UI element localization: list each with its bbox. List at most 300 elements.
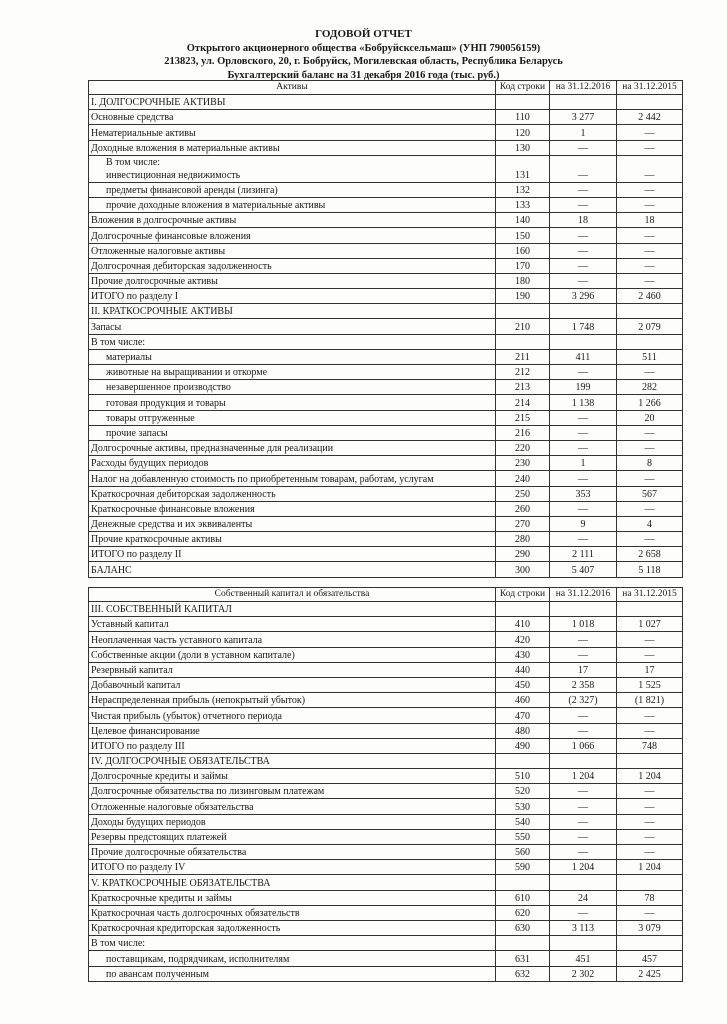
row-name-text: Налог на добавленную стоимость по приобретенным товарам, работам, услугам: [91, 473, 434, 485]
company-address: 213823, ул. Орловского, 20, г. Бобруйск, Могилевская область, Республика Беларусь: [164, 56, 563, 68]
row-value-2015: 511: [617, 349, 683, 364]
row-name-text: Запасы: [91, 321, 122, 333]
table-row: [89, 617, 683, 632]
row-name-text: Основные средства: [91, 112, 174, 124]
table-row: [89, 471, 683, 486]
assets-col-2015: на 31.12.2015: [617, 81, 683, 95]
row-name: [89, 693, 496, 708]
row-name: [89, 349, 496, 364]
table-row: [89, 708, 683, 723]
row-name: [89, 243, 496, 258]
row-value-2016: —: [550, 814, 617, 829]
row-value-2016: 199: [550, 380, 617, 395]
row-value-2016: —: [550, 243, 617, 258]
table-row: [89, 647, 683, 662]
row-value-2016: —: [550, 258, 617, 273]
row-value-2015: 2 442: [617, 110, 683, 125]
row-code: 133: [496, 197, 550, 212]
row-name: [89, 110, 496, 125]
row-name-text: ИТОГО по разделу I: [91, 291, 179, 303]
row-value-2015: —: [617, 197, 683, 212]
row-name: [89, 289, 496, 304]
row-name-text: В том числе:: [106, 156, 161, 168]
row-value-2015: —: [617, 647, 683, 662]
assets-col-code: Код строки: [496, 81, 550, 95]
row-value-2016: [550, 875, 617, 890]
row-value-2015: [617, 95, 683, 110]
table-row: [89, 110, 683, 125]
row-name-text: Вложения в долгосрочные активы: [91, 215, 237, 227]
row-code: 212: [496, 365, 550, 380]
row-name: [89, 617, 496, 632]
row-code: 530: [496, 799, 550, 814]
row-name-text-2: инвестиционная недвижимость: [106, 169, 241, 181]
row-name-text: прочие доходные вложения в материальные активы: [106, 200, 326, 212]
row-code: 190: [496, 289, 550, 304]
row-code: 216: [496, 425, 550, 440]
row-name: [89, 228, 496, 243]
row-name-text: поставщикам, подрядчикам, исполнителям: [106, 953, 290, 965]
row-code: 510: [496, 769, 550, 784]
table-row: [89, 769, 683, 784]
row-value-2016: —: [550, 632, 617, 647]
row-name-text: незавершенное производство: [106, 382, 231, 394]
row-name-text: предметы финансовой аренды (лизинга): [106, 184, 278, 196]
row-name: [89, 140, 496, 155]
row-code: 560: [496, 845, 550, 860]
table-row: [89, 365, 683, 380]
table-row: [89, 140, 683, 155]
row-code: 230: [496, 456, 550, 471]
table-row: [89, 632, 683, 647]
row-name: [89, 486, 496, 501]
row-code: 610: [496, 890, 550, 905]
row-name: [89, 380, 496, 395]
row-value-2016: 1: [550, 456, 617, 471]
row-code: 460: [496, 693, 550, 708]
table-row: [89, 155, 683, 182]
table-row: [89, 425, 683, 440]
row-value-2016: 1 204: [550, 769, 617, 784]
liabilities-col-code: Код строки: [496, 588, 550, 602]
row-name: [89, 814, 496, 829]
row-value-2015: —: [617, 784, 683, 799]
row-value-2015: —: [617, 125, 683, 140]
row-code: 300: [496, 562, 550, 577]
row-name: [89, 890, 496, 905]
table-row: [89, 677, 683, 692]
row-code: 440: [496, 662, 550, 677]
table-row: [89, 723, 683, 738]
row-code: 180: [496, 273, 550, 288]
row-name: [89, 738, 496, 753]
row-name: [89, 951, 496, 966]
row-code: [496, 95, 550, 110]
table-row: [89, 662, 683, 677]
table-row: [89, 905, 683, 920]
row-value-2016: —: [550, 182, 617, 197]
row-name-text: БАЛАНС: [91, 564, 132, 576]
row-value-2015: —: [617, 501, 683, 516]
row-value-2016: 1 066: [550, 738, 617, 753]
row-code: 520: [496, 784, 550, 799]
table-row: [89, 890, 683, 905]
row-code: 550: [496, 829, 550, 844]
row-code: 240: [496, 471, 550, 486]
row-value-2016: —: [550, 708, 617, 723]
liabilities-table: [88, 587, 683, 982]
row-code: 410: [496, 617, 550, 632]
row-value-2015: —: [617, 273, 683, 288]
row-name: [89, 966, 496, 981]
row-name-text: Расходы будущих периодов: [91, 458, 209, 470]
row-name: [89, 95, 496, 110]
row-value-2015: 17: [617, 662, 683, 677]
table-row: [89, 319, 683, 334]
row-name-text: животные на выращивании и откорме: [106, 367, 268, 379]
row-value-2016: 24: [550, 890, 617, 905]
row-value-2015: 78: [617, 890, 683, 905]
row-name-text: Добавочный капитал: [91, 680, 181, 692]
row-value-2016: —: [550, 365, 617, 380]
table-row: [89, 845, 683, 860]
row-value-2015: —: [617, 723, 683, 738]
row-name-text: ИТОГО по разделу III: [91, 740, 185, 752]
row-name: [89, 155, 496, 182]
row-code: 214: [496, 395, 550, 410]
row-name-text: материалы: [106, 352, 152, 363]
table-row: [89, 197, 683, 212]
row-value-2015: 1 266: [617, 395, 683, 410]
table-row: [89, 936, 683, 951]
table-row: [89, 829, 683, 844]
row-name: [89, 936, 496, 951]
row-name-text: В том числе:: [91, 336, 146, 348]
table-row: [89, 602, 683, 617]
row-code: 120: [496, 125, 550, 140]
row-value-2016: 1 018: [550, 617, 617, 632]
table-row: [89, 875, 683, 890]
row-value-2016: —: [550, 845, 617, 860]
row-code: 215: [496, 410, 550, 425]
table-row: [89, 784, 683, 799]
row-value-2015: —: [617, 155, 683, 182]
row-value-2015: [617, 304, 683, 319]
row-value-2016: —: [550, 532, 617, 547]
row-code: [496, 334, 550, 349]
row-value-2015: —: [617, 425, 683, 440]
row-name: [89, 905, 496, 920]
row-value-2015: 567: [617, 486, 683, 501]
row-value-2016: 3 296: [550, 289, 617, 304]
row-code: 213: [496, 380, 550, 395]
table-row: [89, 814, 683, 829]
row-value-2015: —: [617, 905, 683, 920]
row-value-2015: [617, 875, 683, 890]
row-name-text: Чистая прибыль (убыток) отчетного периода: [91, 710, 282, 722]
row-name: [89, 723, 496, 738]
row-name: [89, 784, 496, 799]
row-value-2016: —: [550, 471, 617, 486]
row-name: [89, 845, 496, 860]
row-name-text: Уставный капитал: [91, 619, 169, 631]
row-name-text: ИТОГО по разделу II: [91, 549, 182, 561]
row-name: [89, 860, 496, 875]
table-row: [89, 243, 683, 258]
row-name: [89, 562, 496, 577]
row-value-2015: —: [617, 532, 683, 547]
row-value-2015: —: [617, 799, 683, 814]
row-name: [89, 920, 496, 935]
row-name: [89, 516, 496, 531]
row-value-2016: 2 358: [550, 677, 617, 692]
row-name-text: Резервы предстоящих платежей: [91, 832, 227, 843]
row-name-text: Прочие долгосрочные обязательства: [91, 847, 247, 859]
row-value-2016: —: [550, 905, 617, 920]
row-name-text: IV. ДОЛГОСРОЧНЫЕ ОБЯЗАТЕЛЬСТВА: [91, 756, 270, 768]
table-row: [89, 289, 683, 304]
row-code: 590: [496, 860, 550, 875]
row-code: 160: [496, 243, 550, 258]
row-name: [89, 769, 496, 784]
table-row: [89, 532, 683, 547]
balance-subtitle: Бухгалтерский баланс на 31 декабря 2016 года (тыс. руб.): [227, 69, 500, 81]
assets-header-row: [89, 81, 683, 95]
row-value-2016: 1: [550, 125, 617, 140]
row-name-text: Нематериальные активы: [91, 127, 196, 139]
row-value-2016: —: [550, 440, 617, 455]
row-name-text: Долгосрочные финансовые вложения: [91, 230, 251, 242]
table-row: [89, 410, 683, 425]
row-name-text: по авансам полученным: [106, 968, 209, 980]
row-name-text: Долгосрочная дебиторская задолженность: [91, 260, 272, 272]
row-name-text: Долгосрочные кредиты и займы: [91, 771, 228, 783]
row-name-text: прочие запасы: [106, 427, 168, 439]
row-value-2016: 18: [550, 213, 617, 228]
row-value-2016: 2 111: [550, 547, 617, 562]
row-name: [89, 647, 496, 662]
table-row: [89, 258, 683, 273]
row-name-text: Доходные вложения в материальные активы: [91, 142, 280, 154]
table-row: [89, 95, 683, 110]
row-name: [89, 273, 496, 288]
row-value-2016: 3 277: [550, 110, 617, 125]
row-value-2016: —: [550, 799, 617, 814]
row-code: 630: [496, 920, 550, 935]
row-name-text: Долгосрочные активы, предназначенные для реализации: [91, 443, 334, 455]
row-name-text: V. КРАТКОСРОЧНЫЕ ОБЯЗАТЕЛЬСТВА: [91, 877, 271, 889]
row-value-2015: 8: [617, 456, 683, 471]
table-row: [89, 951, 683, 966]
row-name: [89, 395, 496, 410]
row-value-2016: 353: [550, 486, 617, 501]
row-value-2015: —: [617, 228, 683, 243]
row-value-2015: —: [617, 845, 683, 860]
row-value-2016: 1 748: [550, 319, 617, 334]
row-value-2015: 5 118: [617, 562, 683, 577]
row-name-text: I. ДОЛГОСРОЧНЫЕ АКТИВЫ: [91, 97, 226, 109]
row-value-2016: —: [550, 228, 617, 243]
row-value-2015: [617, 334, 683, 349]
row-value-2015: 18: [617, 213, 683, 228]
row-code: 540: [496, 814, 550, 829]
row-value-2016: 3 113: [550, 920, 617, 935]
row-value-2016: —: [550, 501, 617, 516]
liabilities-col-2015: на 31.12.2015: [617, 588, 683, 602]
row-value-2016: [550, 602, 617, 617]
row-value-2015: —: [617, 814, 683, 829]
row-value-2015: 457: [617, 951, 683, 966]
row-value-2015: 1 204: [617, 860, 683, 875]
row-value-2016: —: [550, 723, 617, 738]
row-value-2015: 1 027: [617, 617, 683, 632]
row-name-text: Доходы будущих периодов: [91, 816, 206, 828]
row-code: 220: [496, 440, 550, 455]
row-name-text: II. КРАТКОСРОЧНЫЕ АКТИВЫ: [91, 306, 233, 318]
row-value-2015: 2 425: [617, 966, 683, 981]
row-name: [89, 829, 496, 844]
row-name: [89, 304, 496, 319]
row-value-2015: (1 821): [617, 693, 683, 708]
row-code: 250: [496, 486, 550, 501]
row-code: [496, 602, 550, 617]
row-value-2015: —: [617, 471, 683, 486]
table-row: [89, 395, 683, 410]
row-code: 210: [496, 319, 550, 334]
row-name: [89, 182, 496, 197]
row-name-text: ИТОГО по разделу IV: [91, 862, 186, 874]
row-value-2015: —: [617, 829, 683, 844]
row-value-2016: [550, 334, 617, 349]
row-code: 470: [496, 708, 550, 723]
row-value-2015: 2 460: [617, 289, 683, 304]
row-name: [89, 125, 496, 140]
row-name-text: Денежные средства и их эквиваленты: [91, 519, 253, 531]
row-name-text: Прочие краткосрочные активы: [91, 534, 222, 546]
row-value-2015: —: [617, 632, 683, 647]
row-value-2015: 20: [617, 410, 683, 425]
row-value-2015: [617, 753, 683, 768]
row-code: [496, 753, 550, 768]
row-name: [89, 365, 496, 380]
table-row: [89, 753, 683, 768]
row-name: [89, 632, 496, 647]
assets-col-name: Активы: [89, 81, 496, 95]
row-code: 632: [496, 966, 550, 981]
table-row: [89, 273, 683, 288]
row-name: [89, 753, 496, 768]
table-row: [89, 334, 683, 349]
row-value-2016: —: [550, 140, 617, 155]
row-name: [89, 662, 496, 677]
company-name: Открытого акционерного общества «Бобруйсксельмаш» (УНП 790056159): [186, 42, 541, 54]
row-name: [89, 213, 496, 228]
row-name-text: Собственные акции (доли в уставном капитале): [91, 649, 295, 661]
row-code: 450: [496, 677, 550, 692]
row-code: 270: [496, 516, 550, 531]
row-value-2016: 411: [550, 349, 617, 364]
row-value-2016: 1 138: [550, 395, 617, 410]
row-value-2015: —: [617, 243, 683, 258]
row-code: 260: [496, 501, 550, 516]
row-value-2015: —: [617, 708, 683, 723]
row-name: [89, 410, 496, 425]
row-value-2016: 1 204: [550, 860, 617, 875]
row-code: [496, 936, 550, 951]
row-value-2016: —: [550, 829, 617, 844]
row-value-2015: 748: [617, 738, 683, 753]
row-value-2016: —: [550, 410, 617, 425]
table-row: [89, 440, 683, 455]
row-name: [89, 677, 496, 692]
row-code: 131: [496, 155, 550, 182]
table-row: [89, 693, 683, 708]
row-code: 132: [496, 182, 550, 197]
row-name: [89, 708, 496, 723]
row-name-text: Долгосрочные обязательства по лизинговым платежам: [91, 786, 325, 798]
row-value-2015: —: [617, 182, 683, 197]
row-name: [89, 197, 496, 212]
row-name-text: Краткосрочные финансовые вложения: [91, 503, 255, 515]
table-row: [89, 547, 683, 562]
row-value-2015: 2 079: [617, 319, 683, 334]
row-value-2016: [550, 304, 617, 319]
row-code: 140: [496, 213, 550, 228]
table-row: [89, 182, 683, 197]
row-name: [89, 547, 496, 562]
row-name-text: В том числе:: [91, 938, 146, 950]
liabilities-col-2016: на 31.12.2016: [550, 588, 617, 602]
row-value-2015: 3 079: [617, 920, 683, 935]
row-value-2016: 5 407: [550, 562, 617, 577]
row-code: 631: [496, 951, 550, 966]
row-value-2016: [550, 753, 617, 768]
row-code: 420: [496, 632, 550, 647]
row-value-2015: 282: [617, 380, 683, 395]
row-value-2016: (2 327): [550, 693, 617, 708]
row-value-2016: 17: [550, 662, 617, 677]
table-row: [89, 516, 683, 531]
row-value-2016: —: [550, 425, 617, 440]
row-name-text: Нераспределенная прибыль (непокрытый убыток): [91, 695, 306, 707]
row-value-2016: [550, 936, 617, 951]
row-name-text: Отложенные налоговые обязательства: [91, 801, 254, 813]
assets-col-2016: на 31.12.2016: [550, 81, 617, 95]
table-row: [89, 966, 683, 981]
table-row: [89, 125, 683, 140]
row-code: [496, 875, 550, 890]
row-name: [89, 440, 496, 455]
table-row: [89, 380, 683, 395]
row-name: [89, 602, 496, 617]
table-row: [89, 228, 683, 243]
row-name-text: Краткосрочная часть долгосрочных обязательств: [91, 907, 300, 919]
table-row: [89, 486, 683, 501]
table-row: [89, 562, 683, 577]
row-name-text: Краткосрочная кредиторская задолженность: [91, 923, 281, 935]
row-value-2016: 451: [550, 951, 617, 966]
table-row: [89, 738, 683, 753]
row-name: [89, 258, 496, 273]
row-value-2016: 9: [550, 516, 617, 531]
row-name-text: готовая продукция и товары: [106, 397, 226, 409]
table-row: [89, 213, 683, 228]
row-code: 150: [496, 228, 550, 243]
row-value-2015: [617, 602, 683, 617]
row-value-2016: —: [550, 784, 617, 799]
row-value-2015: [617, 936, 683, 951]
row-value-2016: —: [550, 155, 617, 182]
